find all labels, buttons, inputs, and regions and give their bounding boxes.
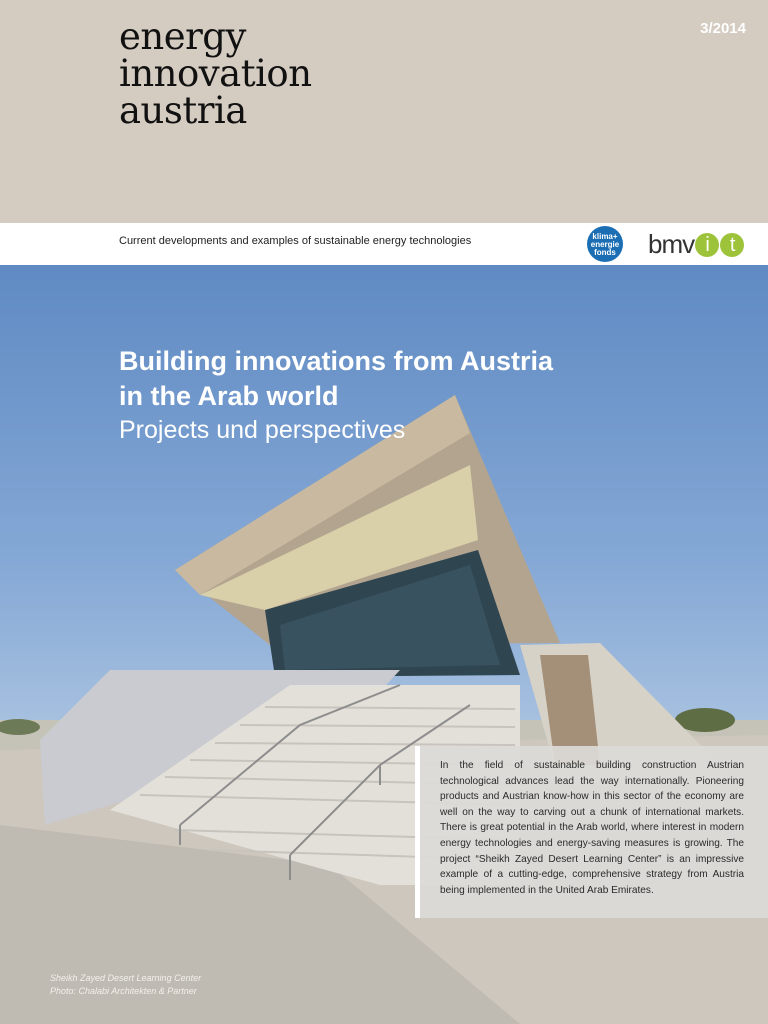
title-line-energy: energy [119, 15, 246, 58]
bmvit-logo-icon [648, 229, 744, 259]
klima-logo-line: fonds [594, 248, 616, 257]
title-line-austria: austria [119, 89, 247, 132]
subheadline: Projects und perspectives [119, 416, 406, 444]
klima-logo-line: energie [590, 240, 620, 249]
photo-caption [50, 972, 201, 998]
tagline-band [0, 223, 768, 265]
bmvit-logo-text: bmv [648, 229, 695, 259]
title-line-innovation: innovation [119, 52, 312, 95]
intro-box [415, 746, 768, 918]
caption-title: Sheikh Zayed Desert Learning Center [50, 973, 202, 983]
klima-logo-line: klima+ [592, 232, 618, 241]
magazine-title [119, 15, 312, 132]
cover-photo [0, 265, 768, 1024]
headline-line-1: Building innovations from Austria [119, 346, 554, 376]
headline-line-2: in the Arab world [119, 381, 339, 411]
bmvit-logo-badge: i [695, 233, 719, 257]
issue-number: 3/2014 [700, 20, 746, 37]
intro-text: In the field of sustainable building construction Austrian technological advances lead the way internationally. Pioneering products and Austrian know-how in this sector of the economy are well on the way to carving out a chunk of international markets. There is great potential in the Arab world, where interest in modern energy technologies and energy-saving measures is growing. The project “Sheikh Zayed Desert Learning Center” is an impressive example of a cutting-edge, comprehensive strategy from Austria being implemented in the United Arab Emirates. [440, 760, 744, 896]
cover-headline [119, 344, 553, 446]
masthead [0, 0, 768, 223]
tagline: Current developments and examples of sustainable energy technologies [119, 235, 472, 247]
bmvit-logo-badge-tail: t [720, 233, 744, 257]
caption-credit: Photo: Chalabi Architekten & Partner [50, 986, 197, 996]
klima-energie-fonds-logo-icon [587, 226, 623, 262]
